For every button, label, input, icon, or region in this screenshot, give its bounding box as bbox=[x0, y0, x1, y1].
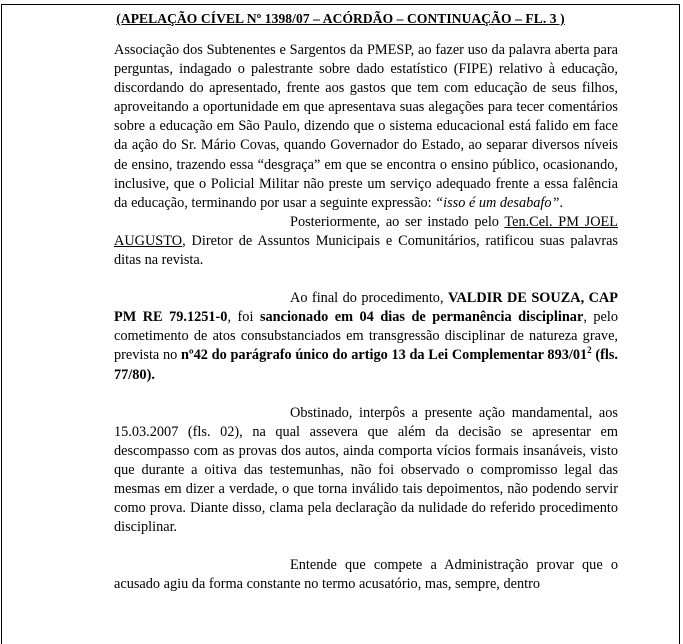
document-body bbox=[114, 41, 618, 594]
spacer bbox=[114, 270, 618, 289]
paragraph-4: Obstinado, interpôs a presente ação mandamental, aos 15.03.2007 (fls. 02), na qual assevera que além da decisão se apresentar em descompasso com as provas dos autos, ainda comporta vícios formais insanáveis, visto que durante a oitiva das testemunhas, não foi observado o compromisso legal das mesmas em dizer a verdade, o que torna inválido tais depoimentos, não podendo servir como prova. Diante disso, clama pela declaração da nulidade do referido procedimento disciplinar. bbox=[114, 404, 618, 536]
footnote-mark: 2 bbox=[587, 344, 592, 355]
paragraph-5: Entende que compete a Administração provar que o acusado agiu da forma constante no termo acusatório, mas, sempre, dentro bbox=[114, 557, 618, 593]
sanction-text: sancionado em 04 dias de permanência disciplinar bbox=[259, 309, 584, 326]
officer-name: Ten.Cel. PM JOEL AUGUSTO bbox=[114, 213, 618, 249]
document-page bbox=[1, 4, 680, 644]
spacer bbox=[114, 537, 618, 556]
paragraph-3-pre: Ao final do procedimento, bbox=[290, 290, 448, 307]
defendant-name: VALDIR DE SOUZA, CAP PM RE 79.1251-0 bbox=[114, 290, 618, 326]
paragraph-2-post: , Diretor de Assuntos Municipais e Comunitários, ratificou suas palavras ditas na revista. bbox=[114, 232, 618, 269]
paragraph-3-mid2: , pelo cometimento de atos consubstanciados em transgressão disciplinar de natureza grave, prevista no bbox=[114, 309, 619, 364]
paragraph-3-mid1: , foi bbox=[227, 309, 260, 326]
page-header bbox=[2, 11, 679, 27]
paragraph-3 bbox=[114, 289, 618, 384]
paragraph-1 bbox=[114, 41, 618, 213]
paragraph-1-text: Associação dos Subtenentes e Sargentos da PMESP, ao fazer uso da palavra aberta para perguntas, indagado o palestrante sobre dado estatístico (FIPE) relativo à educação, discordando do apresentado, frente aos gastos que tem com educação de seus filhos, aproveitando a oportunidade em que apresentava suas alegações para tecer comentários sobre a educação em São Paulo, dizendo que o sistema educacional está falido em face da ação do Sr. Mário Covas, quando Governador do Estado, ao separar diversos níveis de ensino, trazendo essa “desgraça” em que se encontra o ensino público, ocasionando, inclusive, que o Policial Militar não preste um serviço adequado frente a essa falência da educação, terminando por usar a seguinte expressão: bbox=[114, 42, 618, 211]
paragraph-1-end: . bbox=[559, 194, 564, 211]
spacer bbox=[114, 385, 618, 404]
paragraph-2-pre: Posteriormente, ao ser instado pelo bbox=[290, 213, 505, 230]
legal-reference: nº42 do parágrafo único do artigo 13 da Lei Complementar 893/01 bbox=[180, 347, 588, 364]
paragraph-2 bbox=[114, 213, 618, 270]
quote-text: “isso é um desabafo” bbox=[435, 194, 560, 211]
page-reference: (fls. 77/80). bbox=[114, 347, 618, 383]
header-title: (APELAÇÃO CÍVEL Nº 1398/07 – ACÓRDÃO – CONTINUAÇÃO – FL. 3 ) bbox=[116, 11, 565, 26]
